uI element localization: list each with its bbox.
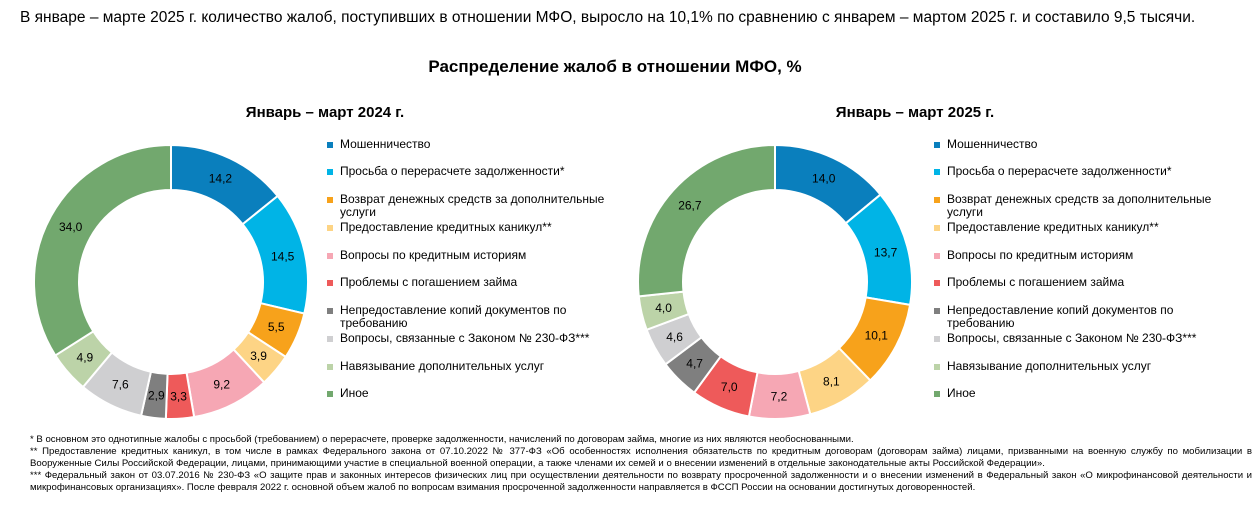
legend-label: Возврат денежных средств за дополнительные услуги [340, 192, 605, 219]
legend-label: Предоставление кредитных каникул** [340, 220, 552, 234]
slice-10 [638, 145, 775, 296]
slice-label: 7,2 [770, 389, 788, 404]
legend-item [934, 276, 1234, 289]
legend-label: Просьба о перерасчете задолженности* [340, 164, 565, 178]
legend-label: Непредоставление копий документов по требованию [340, 303, 567, 330]
legend-swatch [327, 197, 333, 203]
footnote-2: ** Предоставление кредитных каникул, в том числе в рамках Федерального закона от 07.10.2022 № 377-ФЗ «Об особенностях исполнения обязательств по кредитным договорам (договорам займа) лицами, призванными на военную службу по мобилизации в Вооруженные Силы Российской Федерации, лицами, принимающими участие в специальной военной операции, а также членами их семей и о внесении изменений в отдельные законодательные акты Российской Федерации». [30, 446, 1252, 469]
legend-item [934, 332, 1234, 345]
slice-label: 9,2 [213, 377, 231, 392]
legend-swatch [934, 253, 940, 259]
legend-swatch [934, 364, 940, 370]
legend-swatch [934, 169, 940, 175]
legend-item [327, 165, 627, 178]
slice-label: 4,6 [666, 329, 683, 344]
legend-swatch [934, 142, 940, 148]
legend-label: Вопросы по кредитным историям [340, 248, 527, 262]
legend-swatch [327, 253, 333, 259]
legend-label: Вопросы, связанные с Законом № 230-ФЗ*** [947, 331, 1197, 345]
legend-label: Вопросы по кредитным историям [947, 248, 1134, 262]
slice-label: 10,1 [864, 328, 888, 343]
slice-label: 7,0 [720, 379, 738, 394]
slice-label: 13,7 [873, 245, 898, 260]
legend-label: Мошенничество [340, 137, 431, 151]
legend-item [327, 360, 627, 373]
legend-item [327, 138, 627, 151]
slice-label: 14,5 [270, 249, 295, 264]
legend-label: Проблемы с погашением займа [340, 275, 518, 289]
legend-item [327, 221, 627, 234]
slice-label: 7,6 [111, 377, 129, 392]
slice-10 [34, 145, 171, 355]
legend-item [934, 193, 1234, 219]
footnotes [30, 434, 1252, 494]
footnote-1: * В основном это однотипные жалобы с просьбой (требованием) о перерасчете, проверке задолженности, начислений по договорам займа, многие из них являются необоснованными. [30, 434, 854, 445]
legend-item [327, 387, 627, 400]
legend-label: Возврат денежных средств за дополнительные услуги [947, 192, 1212, 219]
legend-label: Проблемы с погашением займа [947, 275, 1125, 289]
legend-label: Просьба о перерасчете задолженности* [947, 164, 1172, 178]
legend-swatch [327, 364, 333, 370]
legend-item [327, 193, 627, 219]
legend-swatch [327, 391, 333, 397]
donut-chart-2024 [21, 132, 321, 432]
legend-item [327, 249, 627, 262]
slice-label: 4,0 [655, 301, 672, 316]
legend-item [327, 332, 627, 345]
slice-label: 14,0 [812, 171, 836, 186]
slice-label: 3,9 [250, 348, 267, 363]
legend-item [934, 221, 1234, 234]
slice-label: 3,3 [170, 389, 187, 404]
legend-swatch [934, 280, 940, 286]
legend-item [327, 276, 627, 289]
slice-label: 2,9 [147, 388, 165, 403]
slice-label: 4,7 [686, 356, 703, 371]
legend-label: Иное [340, 386, 369, 400]
legend-item [934, 249, 1234, 262]
chart-title-2024: Январь – март 2024 г. [245, 104, 405, 121]
slice-label: 4,9 [76, 350, 94, 365]
main-title: Распределение жалоб в отношении МФО, % [428, 57, 802, 76]
legend-item [934, 304, 1234, 330]
legend-swatch [934, 308, 940, 314]
legend-swatch [934, 225, 940, 231]
legend-label: Вопросы, связанные с Законом № 230-ФЗ*** [340, 331, 590, 345]
legend-item [934, 165, 1234, 178]
legend-label: Предоставление кредитных каникул** [947, 220, 1159, 234]
legend-swatch [327, 142, 333, 148]
slice-label: 5,5 [267, 320, 285, 335]
legend-label: Навязывание дополнительных услуг [947, 359, 1152, 373]
legend-swatch [934, 197, 940, 203]
slice-label: 14,2 [208, 171, 233, 186]
legend-swatch [327, 308, 333, 314]
legend-label: Навязывание дополнительных услуг [340, 359, 545, 373]
slice-label: 26,7 [678, 198, 702, 213]
legend-swatch [327, 169, 333, 175]
donut-chart-2025 [625, 132, 925, 432]
legend-label: Иное [947, 386, 976, 400]
legend-item [934, 360, 1234, 373]
chart-title-2025: Январь – март 2025 г. [835, 104, 995, 121]
legend-item [934, 387, 1234, 400]
slice-label: 8,1 [823, 374, 840, 389]
slice-label: 34,0 [58, 219, 83, 234]
legend-label: Непредоставление копий документов по требованию [947, 303, 1174, 330]
legend-label: Мошенничество [947, 137, 1038, 151]
legend-item [934, 138, 1234, 151]
legend-swatch [934, 391, 940, 397]
legend-item [327, 304, 627, 330]
legend-swatch [327, 225, 333, 231]
footnote-3: *** Федеральный закон от 03.07.2016 № 230-ФЗ «О защите прав и законных интересов физических лиц при осуществлении деятельности по возврату просроченной задолженности и о внесении изменений в Федеральный закон «О микрофинансовой деятельности и микрофинансовых организациях». После февраля 2022 г. основной объем жалоб по вопросам взимания просроченной задолженности направляется в ФССП России на основании достигнутых договоренностей. [30, 470, 1252, 493]
intro-text: В январе – марте 2025 г. количество жалоб, поступивших в отношении МФО, выросло на 10,1% по сравнению с январем – мартом 2025 г. и составило 9,5 тысячи. [20, 9, 1196, 26]
legend-swatch [934, 336, 940, 342]
legend-swatch [327, 336, 333, 342]
legend-swatch [327, 280, 333, 286]
